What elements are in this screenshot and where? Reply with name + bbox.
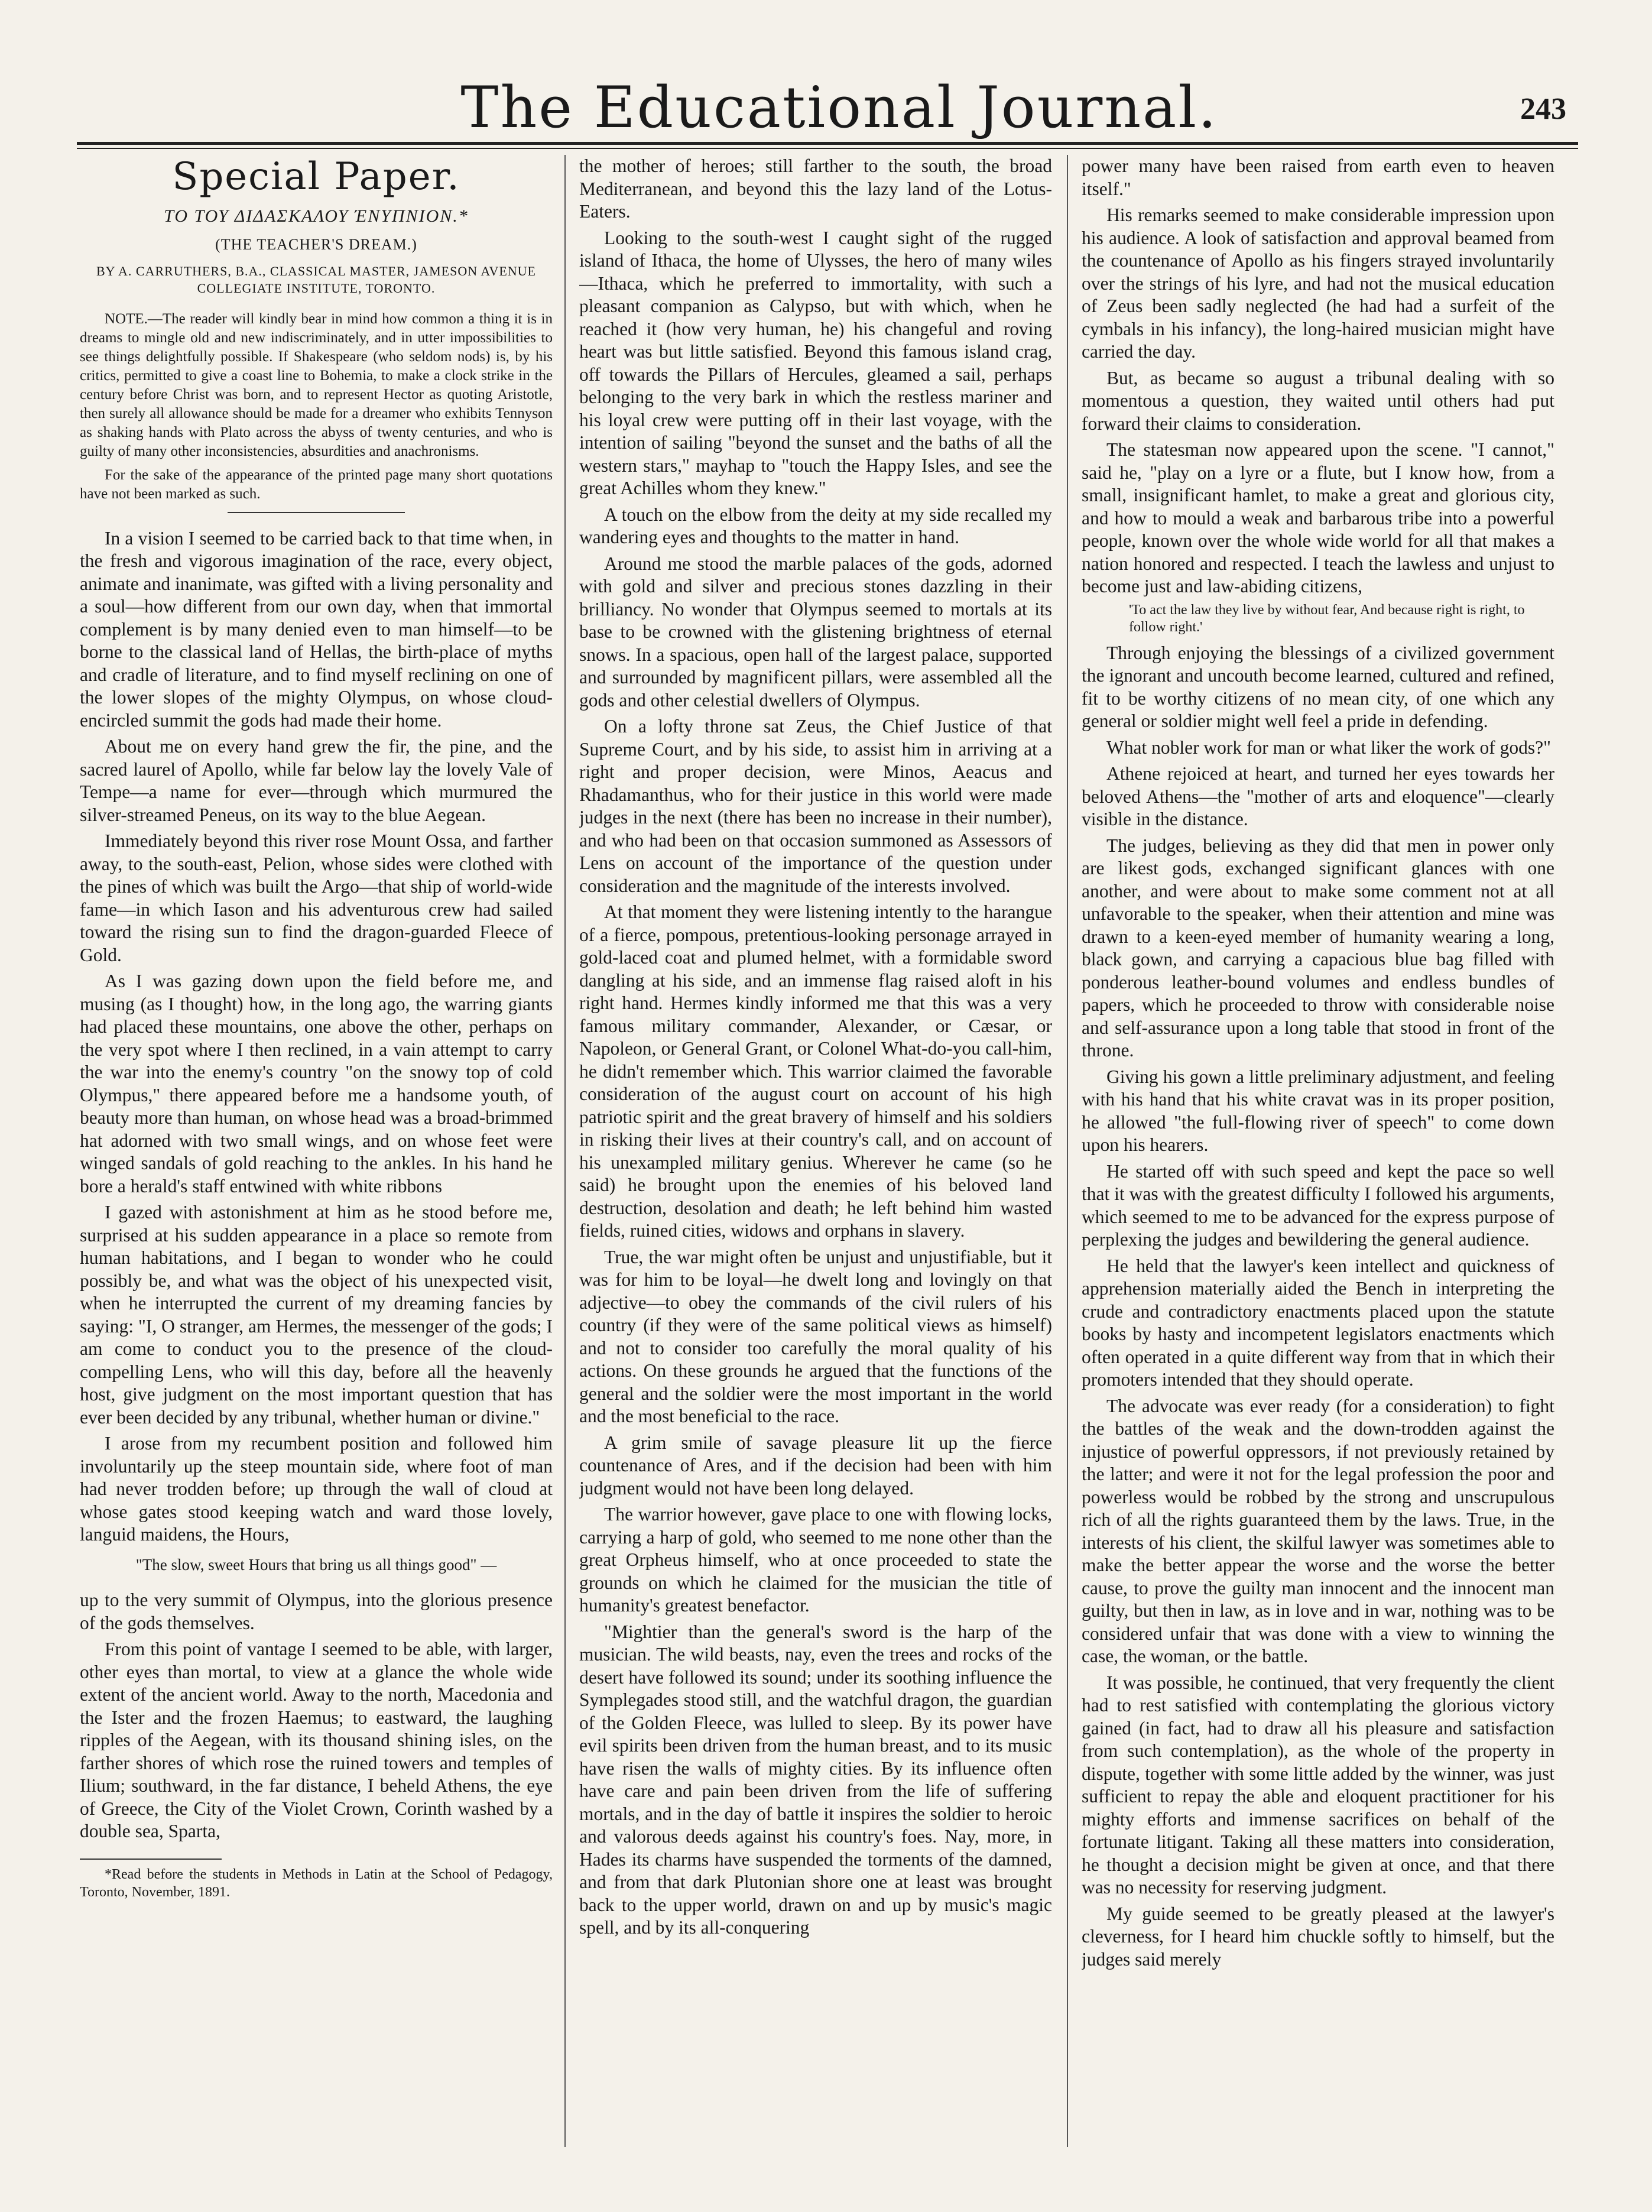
journal-title: The Educational Journal. — [460, 74, 1218, 141]
author-note: NOTE.—The reader will kindly bear in mind how common a thing it is in dreams to mingle old and new indiscriminately, and in utter impossibilities to see things delightfully possible. If Shakespeare (who seldom nods) is, by his critics, permitted to give a coast line to Bohemia, to make a clock strike in the century before Christ was born, and to represent Hector as quoting Aristotle, then surely all allowance should be made for a dreamer who exhibits Tennyson as shaking hands with Plato across the abyss of twenty centuries, and who is guilty of many other inconsistencies, absurdities and anachronisms. — [80, 310, 553, 459]
paragraph: Around me stood the marble palaces of the gods, adorned with gold and silver and precious stones dazzling in their brilliancy. No wonder that Olympus seemed to mortals at its base to be crowned with the glistening brightness of eternal snows. In a spacious, open hall of the largest palace, supported and surrounded by magnificent pillars, were assembled all the gods and other celestial dwellers of Olympus. — [579, 553, 1052, 711]
paragraph: From this point of vantage I seemed to be able, with larger, other eyes than mortal, to view at a glance the whole wide extent of the ancient world. Away to the north, Macedonia and the Ister and the frozen Haemus; to eastward, the laughing ripples of the Aegean, with its thousand shining isles, on the farther shores of which rose the ruined towers and temples of Ilium; southward, in the far distance, I beheld Athens, the eye of Greece, the City of the Violet Crown, Corinth washed by a double sea, Sparta, — [80, 1639, 553, 1841]
paragraph: Giving his gown a little preliminary adjustment, and feeling with his hand that his white cravat was in its proper position, he allowed "the full-flowing river of speech" to come down upon his hearers. — [1082, 1066, 1554, 1155]
page-number: 243 — [1520, 92, 1566, 126]
column-2 — [579, 155, 1052, 2177]
paragraph: power many have been raised from earth even to heaven itself." — [1082, 155, 1554, 199]
paragraph: Through enjoying the blessings of a civilized government the ignorant and uncouth become learned, cultured and refined, fit to be worthy citizens of no mean city, of one which any general or soldier might well feel a pride in defending. — [1082, 642, 1554, 731]
author-note: For the sake of the appearance of the printed page many short quotations have not been marked as such. — [80, 466, 553, 502]
verse-quote: 'To act the law they live by without fear, And because right is right, to follow right.' — [1129, 602, 1525, 635]
column-3 — [1082, 155, 1554, 2177]
column-1 — [80, 155, 553, 2177]
paragraph: My guide seemed to be greatly pleased at the lawyer's cleverness, for I heard him chuckle softly to himself, but the judges said merely — [1082, 1903, 1554, 1970]
block-quote: "The slow, sweet Hours that bring us all things good" — — [135, 1555, 497, 1574]
paragraph: He held that the lawyer's keen intellect and quickness of apprehension materially aided the Bench in interpreting the crude and contradictory enactments placed upon the statute books by hasty and incompetent legislators enactments which often operated in a quite different way from that in which their promoters intended that they should operate. — [1082, 1255, 1554, 1390]
paragraph: The warrior however, gave place to one with flowing locks, carrying a harp of gold, who seemed to me none other than the great Orpheus himself, who at once proceeded to state the grounds on which he claimed for the musician the title of humanity's greatest benefactor. — [579, 1504, 1052, 1616]
paragraph: "Mightier than the general's sword is the harp of the musician. The wild beasts, nay, even the trees and rocks of the desert have followed its sound; under its soothing influence the Symplegades stood still, and the watchful dragon, the guardian of the Golden Fleece, was lulled to sleep. By its power have evil spirits been driven from the human breast, and to its music have risen the walls of mighty cities. By its influence often have care and pain been driven from the life of suffering mortals, and in the day of battle it inspires the soldier to heroic and valorous deeds against his country's foes. Nay, more, in Hades its charms have suspended the torments of the damned, and from that dark Plutonian shore one at least was brought back to the upper world, drawn on and up by music's magic spell, and by its all-conquering — [579, 1621, 1052, 1938]
paragraph: He started off with such speed and kept the pace so well that it was with the greatest difficulty I followed his arguments, which seemed to me to be advanced for the express purpose of perplexing the judges and bewildering the general audience. — [1082, 1160, 1554, 1250]
paragraph: A grim smile of savage pleasure lit up the fierce countenance of Ares, and if the decision had been with him judgment would not have been long delayed. — [579, 1432, 1052, 1499]
article-subtitle: (THE TEACHER'S DREAM.) — [215, 236, 417, 253]
article-title: ΤΟ ΤΟΥ ΔΙΔΑΣΚΑΛΟΥ ΈΝΥΠΝΙΟΝ.* — [164, 206, 469, 226]
paragraph: His remarks seemed to make considerable impression upon his audience. A look of satisfaction and approval beamed from the countenance of Apollo as his fingers strayed involuntarily over the strings of his lyre, and had not the musical education of Zeus been sadly neglected (he had had a surfeit of the cymbals in his infancy), the long-haired musician might have carried the day. — [1082, 205, 1554, 362]
paragraph: As I was gazing down upon the field before me, and musing (as I thought) how, in the long ago, the warring giants had placed these mountains, one above the other, perhaps on the very spot where I then reclined, in a vain attempt to carry the war into the enemy's country "on the snowy top of cold Olympus," there appeared before me a handsome youth, of beauty more than human, on whose head was a broad-brimmed hat adorned with two small wings, and on whose feet were winged sandals of gold reaching to the ankles. In his hand he bore a herald's staff entwined with white ribbons — [80, 971, 553, 1196]
note-divider — [228, 512, 405, 513]
paragraph: In a vision I seemed to be carried back to that time when, in the fresh and vigorous imagination of the race, every object, animate and inanimate, was gifted with a living personality and a soul—how different from our own day, when that immortal complement is by many denied even to man himself—to be borne to the classical land of Hellas, the birth-place of myths and cradle of literature, and to find myself reclining on one of the lower slopes of the mighty Olympus, on whose cloud-encircled summit the gods had made their home. — [80, 527, 553, 731]
paragraph: The judges, believing as they did that men in power only are likest gods, exchanged significant glances with one another, and were about to make some comment not at all unfavorable to the speaker, when their attention and mine was drawn to a keen-eyed member of humanity wearing a long, black gown, and carrying a capacious blue bag filled with ponderous leather-bound volumes and endless bundles of papers, which he proceeded to throw with considerable noise and self-assurance upon a long table that stood in front of the throne. — [1082, 835, 1554, 1060]
paragraph: A touch on the elbow from the deity at my side recalled my wandering eyes and thoughts to the matter in hand. — [579, 504, 1052, 547]
paragraph: True, the war might often be unjust and unjustifiable, but it was for him to be loyal—he dwelt long and lovingly on that adjective—to obey the commands of the civil rulers of his country (if they were of the same political views as himself) and not to consider too carefully the moral quality of his actions. On these grounds he argued that the functions of the general and the soldier were the most important in the world and the most beneficial to the race. — [579, 1246, 1052, 1426]
paragraph: I arose from my recumbent position and followed him involuntarily up the steep mountain side, where foot of man had never trodden before; up through the wall of cloud at whose gates stood keeping watch and ward those lovely, languid maidens, the Hours, — [80, 1433, 553, 1545]
paragraph: The advocate was ever ready (for a consideration) to fight the battles of the weak and the down-trodden against the injustice of powerful oppressors, if not previously retained by the latter; and were it not for the legal profession the poor and powerless would be robbed by the strong and unscrupulous rich of all the rights guaranteed them by the laws. True, in the interests of his client, the skilful lawyer was sometimes able to make the better appear the worse and the worse the better cause, to prove the guilty man innocent and the innocent man guilty, but then in law, as in love and in war, nothing was to be considered unfair that was done with a view to winning the case, the woman, or the battle. — [1082, 1395, 1554, 1666]
paragraph: It was possible, he continued, that very frequently the client had to rest satisfied with contemplating the glorious victory gained (in fact, had to draw all his pleasure and satisfaction from such contemplation), as the whole of the property in dispute, together with some little added by the winner, was just sufficient to repay the able and eloquent practitioner for his mighty efforts and immense sacrifices on behalf of the fortunate litigant. Taking all these matters into consideration, he thought a decision might be given at once, and that there was no necessity for reserving judgment. — [1082, 1672, 1554, 1898]
paragraph: I gazed with astonishment at him as he stood before me, surprised at his sudden appearance in a place so remote from human habitations, and I began to wonder who he could possibly be, and what was the object of his unexpected visit, when he interrupted the current of my dreaming fancies by saying: "I, O stranger, am Hermes, the messenger of the gods; I am come to conduct you to the presence of the cloud-compelling Lens, who will this day, before all the heavenly host, give judgment on the most important question that has ever been decided by any tribunal, whether human or divine." — [80, 1202, 553, 1428]
paragraph: On a lofty throne sat Zeus, the Chief Justice of that Supreme Court, and by his side, to assist him in arriving at a right and proper decision, were Minos, Aeacus and Rhadamanthus, who for their justice in this world were made judges in the next (there has been no increase in their number), and who had been on that occasion summoned as Assessors of Lens on account of the importance of the question under consideration and the magnitude of the interests involved. — [579, 716, 1052, 896]
paragraph: the mother of heroes; still farther to the south, the broad Mediterranean, and beyond this the lazy land of the Lotus-Eaters. — [579, 155, 1052, 222]
header-rule — [77, 142, 1578, 145]
section-heading: Special Paper. — [172, 155, 460, 199]
paragraph: At that moment they were listening intently to the harangue of a fierce, pompous, pretentious-looking personage arrayed in gold-laced coat and plumed helmet, with a formidable sword dangling at his side, and an immense flag raised aloft in his right hand. Hermes kindly informed me that this was a very famous military commander, Alexander, or Cæsar, or Napoleon, or General Grant, or Colonel What-do-you call-him, he didn't remember which. This warrior claimed the favorable consideration of the august court on account of his high patriotic spirit and the great bravery of himself and his soldiers in risking their lives at their country's call, and on account of his unexampled military genius. Wherever he came (so he said) he brought upon the enemies of his beloved land destruction, desolation and death; he left behind him wasted fields, ruined cities, widows and orphans in slavery. — [579, 901, 1052, 1241]
byline: BY A. CARRUTHERS, B.A., CLASSICAL MASTER, JAMESON AVENUE COLLEGIATE INSTITUTE, TORONTO. — [96, 263, 536, 296]
paragraph: But, as became so august a tribunal dealing with so momentous a question, they waited until others had put forward their claims to consideration. — [1082, 367, 1554, 434]
paragraph: Athene rejoiced at heart, and turned her eyes towards her beloved Athens—the "mother of arts and eloquence"—clearly visible in the distance. — [1082, 763, 1554, 829]
column-divider — [564, 155, 566, 2147]
paragraph: About me on every hand grew the fir, the pine, and the sacred laurel of Apollo, while far below lay the lovely Vale of Tempe—a name for ever—through which murmured the silver-streamed Peneus, on its way to the blue Aegean. — [80, 736, 553, 825]
paragraph: up to the very summit of Olympus, into the glorious presence of the gods themselves. — [80, 1590, 553, 1633]
header-rule-thin — [77, 148, 1578, 149]
footnote: *Read before the students in Methods in Latin at the School of Pedagogy, Toronto, November, 1891. — [80, 1866, 553, 1900]
column-divider — [1067, 155, 1068, 2147]
footnote-divider — [80, 1859, 222, 1860]
paragraph: The statesman now appeared upon the scene. "I cannot," said he, "play on a lyre or a flute, but I know how, from a small, insignificant hamlet, to make a great and glorious city, and how to mould a weak and barbarous tribe into a powerful people, known over the whole wide world for all that makes a nation honored and respected. I teach the lawless and unjust to become just and law-abiding citizens, — [1082, 439, 1554, 596]
masthead — [77, 74, 1578, 141]
paragraph: Immediately beyond this river rose Mount Ossa, and farther away, to the south-east, Pelion, whose sides were clothed with the pines of which was built the Argo—that ship of world-wide fame—in which Iason and his adventurous crew had sailed toward the rising sun to find the dragon-guarded Fleece of Gold. — [80, 831, 553, 965]
paragraph: Looking to the south-west I caught sight of the rugged island of Ithaca, the home of Ulysses, the hero of many wiles—Ithaca, which he preferred to immortality, with such a pleasant companion as Calypso, but with which, when he reached it (how very human, he) his changeful and roving heart was but little satisfied. Beyond this famous island crag, off towards the Pillars of Hercules, gleamed a sail, perhaps belonging to the very bark in which the restless mariner and his loyal crew were putting off in their last voyage, with the intention of sailing "beyond the sunset and the baths of all the western stars," mayhap to "touch the Happy Isles, and see the great Achilles whom they knew." — [579, 227, 1052, 498]
paragraph: What nobler work for man or what liker the work of gods?" — [1106, 737, 1552, 758]
